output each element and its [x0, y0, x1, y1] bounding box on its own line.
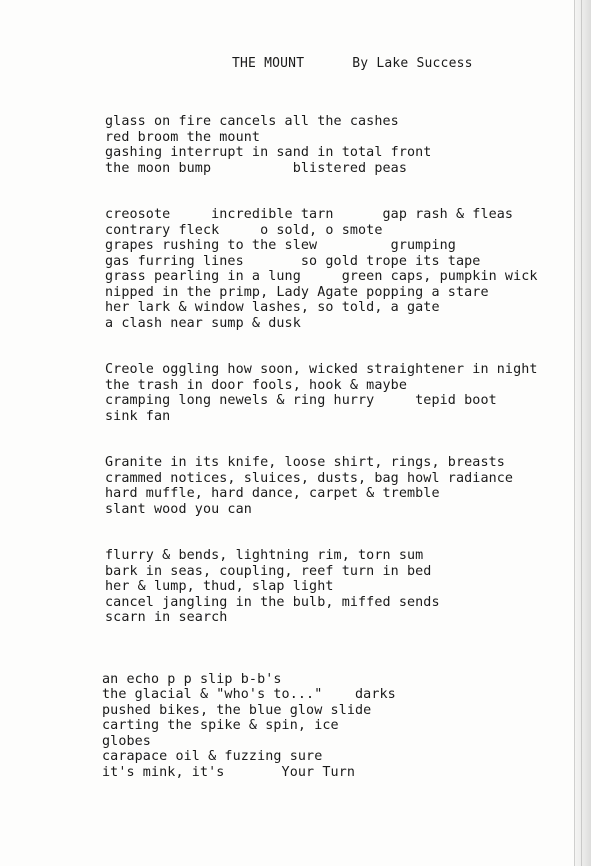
- stanza: [102, 672, 538, 781]
- poem-line: the trash in door fools, hook & maybe: [105, 377, 407, 393]
- poem-line: gashing interrupt in sand in total front: [105, 145, 432, 160]
- title-line: [232, 56, 473, 71]
- poem-line: slant wood you can: [105, 501, 252, 517]
- poem-line: an echo p p slip b-b's: [102, 671, 282, 687]
- poem-line: nipped in the primp, Lady Agate popping a stare: [105, 284, 489, 300]
- poem-body: [102, 114, 538, 780]
- poem-line: it's mink, it's Your Turn: [102, 764, 356, 780]
- poem-line: Granite in its knife, loose shirt, rings, breasts: [105, 455, 505, 470]
- stanza: [105, 114, 538, 176]
- stanza: [105, 548, 538, 626]
- poem-line: red broom the mount: [105, 129, 261, 145]
- poem-line: carting the spike & spin, ice: [102, 718, 339, 733]
- poem-line: her & lump, thud, slap light: [105, 579, 334, 594]
- poem-line: contrary fleck o sold, o smote: [105, 222, 383, 238]
- poem-line: globes: [102, 733, 151, 749]
- stanza: [105, 207, 538, 331]
- poem-line: a clash near sump & dusk: [105, 315, 301, 331]
- poem-title: THE MOUNT: [232, 56, 305, 71]
- poem-line: crammed notices, sluices, dusts, bag howl radiance: [105, 470, 514, 486]
- poem-line: the glacial & "who's to..." darks: [102, 687, 396, 702]
- stanza: [105, 362, 538, 424]
- poem-line: Creole oggling how soon, wicked straightener in night: [105, 362, 538, 377]
- poem-line: grass pearling in a lung green caps, pumpkin wick: [105, 269, 538, 284]
- poem-line: flurry & bends, lightning rim, torn sum: [105, 548, 424, 563]
- poem-line: cancel jangling in the bulb, miffed sends: [105, 594, 440, 610]
- poem-line: gas furring lines so gold trope its tape: [105, 253, 481, 269]
- poem-line: sink fan: [105, 408, 171, 424]
- poem-line: scarn in search: [105, 610, 228, 625]
- poem-line: glass on fire cancels all the cashes: [105, 114, 399, 129]
- poem-line: bark in seas, coupling, reef turn in bed: [105, 563, 432, 579]
- poem-line: grapes rushing to the slew grumping: [105, 238, 456, 253]
- paper-edge: [574, 0, 591, 866]
- poem-line: pushed bikes, the blue glow slide: [102, 702, 372, 718]
- poem-line: her lark & window lashes, so told, a gate: [105, 300, 440, 315]
- poem-line: the moon bump blistered peas: [105, 160, 407, 176]
- stanza: [105, 455, 538, 517]
- poem-line: creosote incredible tarn gap rash & fleas: [105, 207, 514, 222]
- poem-line: cramping long newels & ring hurry tepid boot: [105, 393, 497, 408]
- author-line: By Lake Success: [352, 56, 473, 71]
- poem-line: hard muffle, hard dance, carpet & tremble: [105, 486, 440, 501]
- poem-line: carapace oil & fuzzing sure: [102, 749, 323, 764]
